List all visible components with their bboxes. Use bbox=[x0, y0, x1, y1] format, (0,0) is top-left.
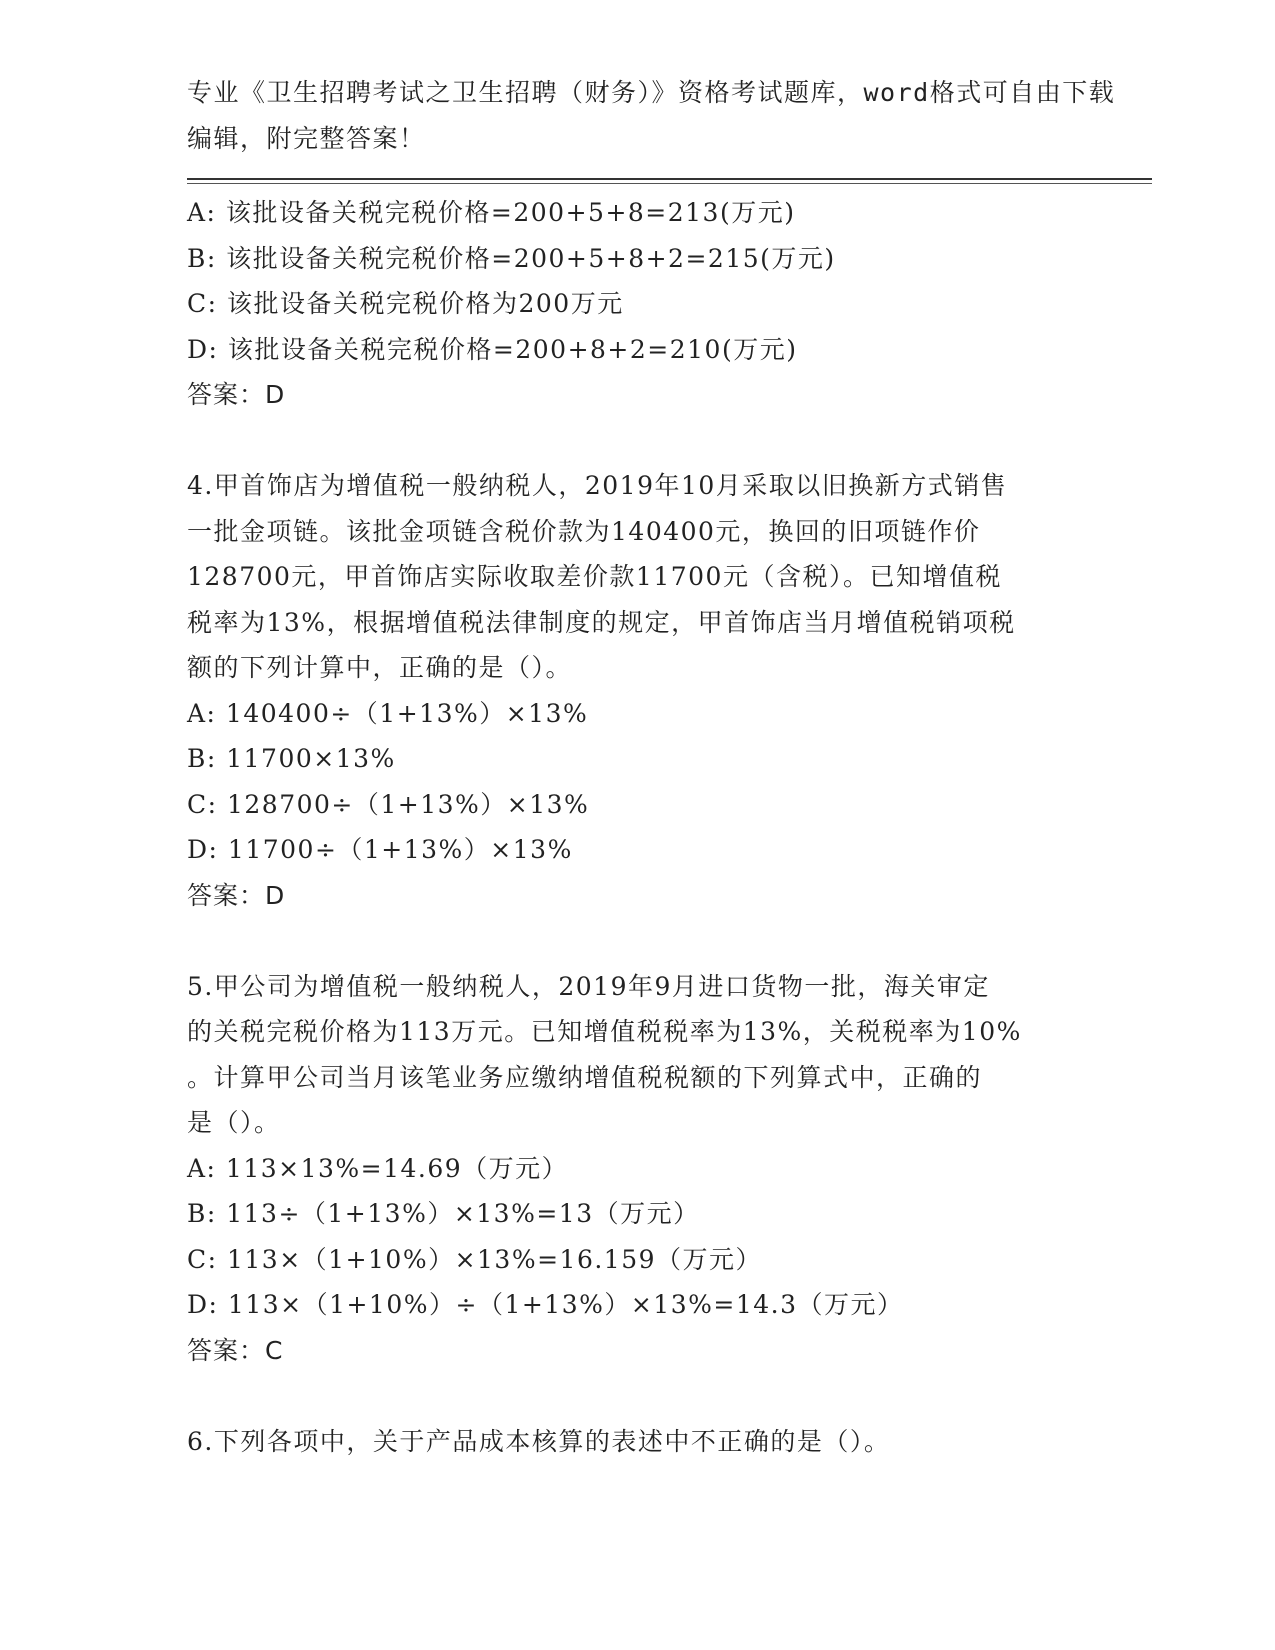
q4-option-c: C: 128700÷（1+13%）×13% bbox=[187, 789, 590, 819]
header-line-2: 编辑，附完整答案！ bbox=[187, 123, 426, 153]
spacer bbox=[187, 1373, 1087, 1419]
q5-option-c: C: 113×（1+10%）×13%=16.159（万元） bbox=[187, 1244, 763, 1274]
q4-answer: 答案：D bbox=[187, 880, 286, 910]
header-line-1: 专业《卫生招聘考试之卫生招聘（财务）》资格考试题库，word格式可自由下载 bbox=[187, 78, 1116, 107]
q5-stem-line-1: 5.甲公司为增值税一般纳税人，2019年9月进口货物一批，海关审定 bbox=[187, 971, 990, 1001]
q3-option-a: A: 该批设备关税完税价格=200+5+8=213(万元) bbox=[187, 198, 796, 227]
q5-answer: 答案：C bbox=[187, 1335, 284, 1365]
q4-option-d: D: 11700÷（1+13%）×13% bbox=[187, 835, 573, 864]
q5-option-d: D: 113×（1+10%）÷（1+13%）×13%=14.3（万元） bbox=[187, 1290, 904, 1319]
q4-stem-line-5: 额的下列计算中，正确的是（）。 bbox=[187, 653, 573, 682]
q4-option-a: A: 140400÷（1+13%）×13% bbox=[187, 698, 589, 728]
q4-stem-line-4: 税率为13%，根据增值税法律制度的规定，甲首饰店当月增值税销项税 bbox=[187, 607, 1016, 637]
q6-stem-line-1: 6.下列各项中，关于产品成本核算的表述中不正确的是（）。 bbox=[187, 1426, 891, 1456]
q5-stem-line-2: 的关税完税价格为113万元。已知增值税税率为13%，关税税率为10% bbox=[187, 1017, 1022, 1046]
q3-answer: 答案：D bbox=[187, 380, 286, 409]
q4-option-b: B: 11700×13% bbox=[187, 744, 396, 773]
question-5 bbox=[187, 964, 1087, 1374]
q4-stem-line-3: 128700元，甲首饰店实际收取差价款11700元（含税）。已知增值税 bbox=[187, 562, 1002, 591]
q5-option-b: B: 113÷（1+13%）×13%=13（万元） bbox=[187, 1199, 700, 1228]
q5-stem-line-3: 。计算甲公司当月该笔业务应缴纳增值税税额的下列算式中，正确的 bbox=[187, 1062, 983, 1092]
spacer bbox=[187, 918, 1087, 964]
q5-stem-line-4: 是（）。 bbox=[187, 1108, 281, 1137]
q4-stem-line-1: 4.甲首饰店为增值税一般纳税人，2019年10月采取以旧换新方式销售 bbox=[187, 471, 1008, 500]
header-divider-thick bbox=[187, 178, 1152, 180]
q3-option-b: B: 该批设备关税完税价格=200+5+8+2=215(万元) bbox=[187, 243, 836, 273]
q3-option-d: D: 该批设备关税完税价格=200+8+2=210(万元) bbox=[187, 334, 798, 364]
spacer bbox=[187, 418, 1087, 464]
q5-option-a: A: 113×13%=14.69（万元） bbox=[187, 1153, 569, 1183]
question-4 bbox=[187, 463, 1087, 918]
header-divider-thin bbox=[187, 183, 1152, 184]
document-header bbox=[187, 70, 1116, 161]
question-6 bbox=[187, 1419, 1087, 1465]
q3-option-c: C: 该批设备关税完税价格为200万元 bbox=[187, 289, 624, 318]
question-content bbox=[187, 190, 1087, 1464]
question-3 bbox=[187, 190, 1087, 418]
q4-stem-line-2: 一批金项链。该批金项链含税价款为140400元，换回的旧项链作价 bbox=[187, 516, 981, 546]
